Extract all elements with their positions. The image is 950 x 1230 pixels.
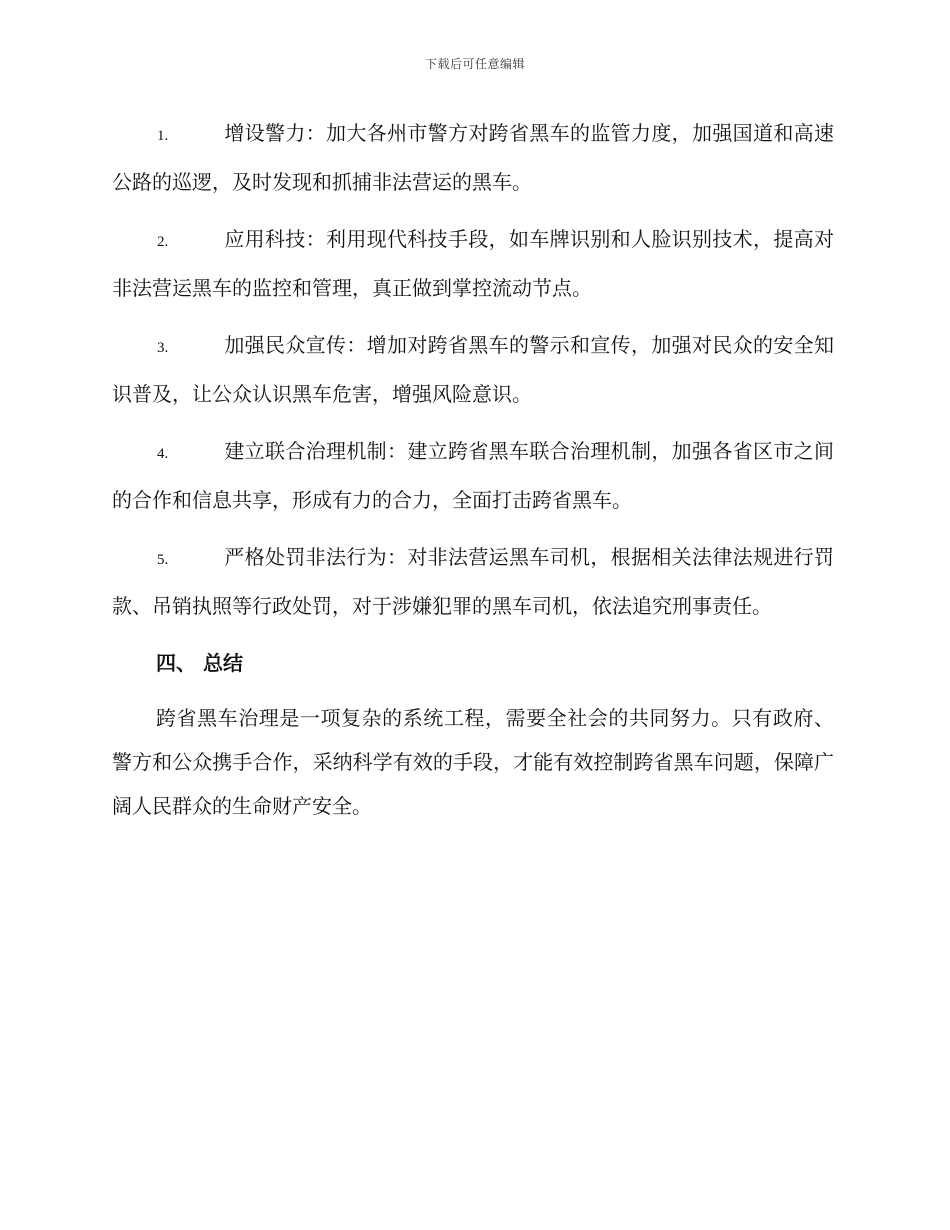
list-text: 严格处罚非法行为：对非法营运黑车司机，根据相关法律法规进行罚款、吊销执照等行政处罚，对于涉嫌犯罪的黑车司机，依法追究刑事责任。	[112, 545, 834, 618]
list-number: 4.	[157, 446, 169, 462]
list-item	[112, 534, 834, 629]
list-number: 5.	[157, 552, 169, 568]
list-text: 建立联合治理机制：建立跨省黑车联合治理机制，加强各省区市之间的合作和信息共享，形成有力的合力，全面打击跨省黑车。	[112, 439, 834, 512]
list-item	[112, 110, 834, 205]
header-note: 下载后可任意编辑	[424, 57, 525, 71]
list-text: 增设警力：加大各州市警方对跨省黑车的监管力度，加强国道和高速公路的巡逻，及时发现和抓捕非法营运的黑车。	[112, 121, 834, 194]
summary-paragraph: 跨省黑车治理是一项复杂的系统工程，需要全社会的共同努力。只有政府、警方和公众携手合作，采纳科学有效的手段，才能有效控制跨省黑车问题，保障广阔人民群众的生命财产安全。	[112, 706, 834, 818]
list-item	[112, 322, 834, 417]
list-text: 加强民众宣传：增加对跨省黑车的警示和宣传，加强对民众的安全知识普及，让公众认识黑车危害，增强风险意识。	[112, 333, 834, 406]
list-number: 1.	[157, 128, 169, 144]
list-number: 3.	[157, 340, 169, 356]
list-item	[112, 428, 834, 523]
section-title: 四、 总结	[156, 651, 243, 675]
document-body	[112, 110, 834, 828]
list-text: 应用科技：利用现代科技手段，如车牌识别和人脸识别技术，提高对非法营运黑车的监控和管理，真正做到掌控流动节点。	[112, 227, 834, 300]
list-number: 2.	[157, 234, 169, 250]
list-item	[112, 216, 834, 311]
